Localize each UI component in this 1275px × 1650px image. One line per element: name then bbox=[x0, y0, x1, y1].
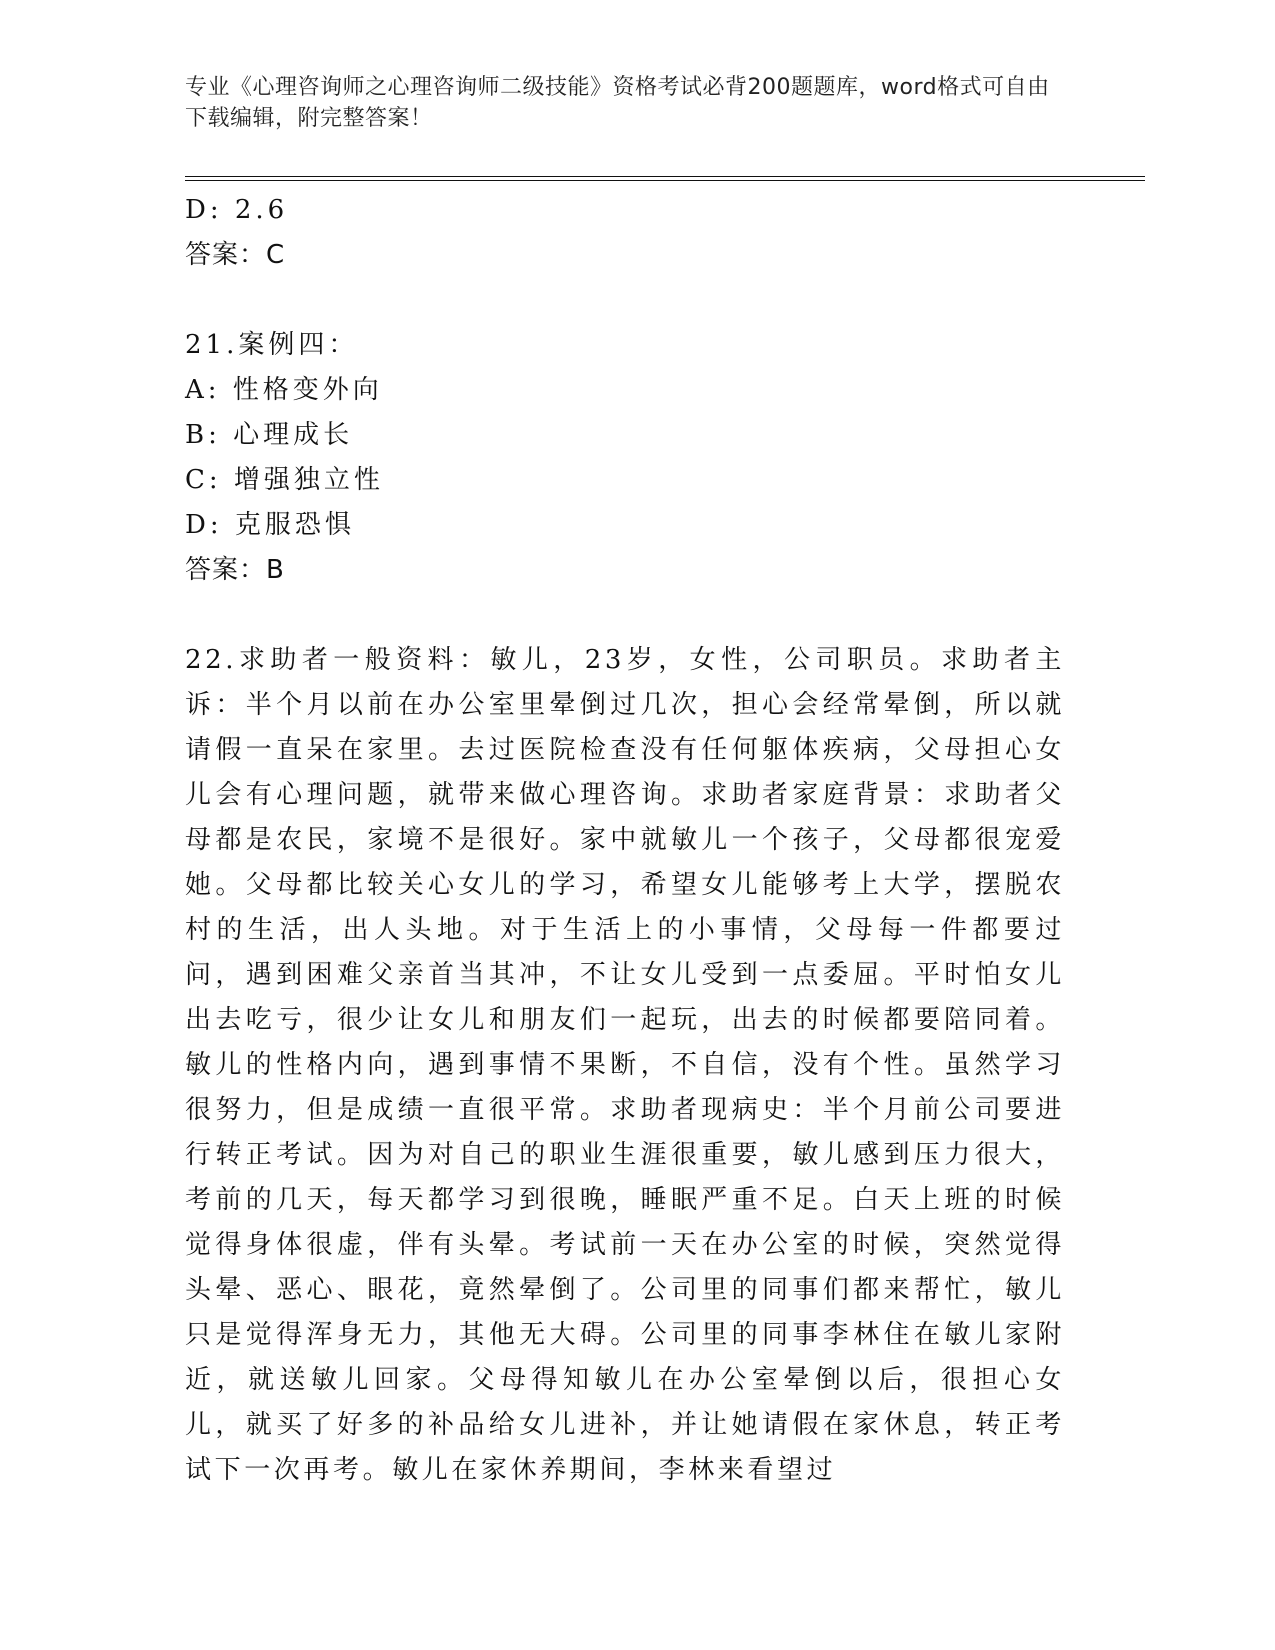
q21-option-a: A: 性格变外向 bbox=[185, 375, 383, 405]
q21-option-c: C: 增强独立性 bbox=[185, 465, 384, 495]
q22-paragraph: 22.求助者一般资料：敏儿，23岁，女性，公司职员。求助者主诉：半个月以前在办公室里晕倒过几次，担心会经常晕倒，所以就请假一直呆在家里。去过医院检查没有任何躯体疾病，父母担心女儿会有心理问题，就带来做心理咨询。求助者家庭背景：求助者父母都是农民，家境不是很好。家中就敏儿一个孩子，父母都很宠爱她。父母都比较关心女儿的学习，希望女儿能够考上大学，摆脱农村的生活，出人头地。对于生活上的小事情，父母每一件都要过问，遇到困难父亲首当其冲，不让女儿受到一点委屈。平时怕女儿出去吃亏，很少让女儿和朋友们一起玩，出去的时候都要陪同着。敏儿的性格内向，遇到事情不果断，不自信，没有个性。虽然学习很努力，但是成绩一直很平常。求助者现病史：半个月前公司要进行转正考试。因为对自己的职业生涯很重要，敏儿感到压力很大，考前的几天，每天都学习到很晚，睡眠严重不足。白天上班的时候觉得身体很虚，伴有头晕。考试前一天在办公室的时候，突然觉得头晕、恶心、眼花，竟然晕倒了。公司里的同事们都来帮忙，敏儿只是觉得浑身无力，其他无大碍。公司里的同事李林住在敏儿家附近，就送敏儿回家。父母得知敏儿在办公室晕倒以后，很担心女儿，就买了好多的补品给女儿进补，并让她请假在家休息，转正考试下一次再考。敏儿在家休养期间，李林来看望过 bbox=[185, 645, 1065, 1485]
q21-option-b: B: 心理成长 bbox=[185, 420, 354, 450]
prev-answer: 答案：C bbox=[185, 240, 286, 270]
q21-option-d: D: 克服恐惧 bbox=[185, 510, 355, 540]
spacer bbox=[185, 278, 1085, 323]
prev-option-d: D: 2.6 bbox=[185, 195, 289, 225]
q21-question: 21.案例四： bbox=[185, 330, 359, 360]
q21-answer: 答案：B bbox=[185, 555, 285, 585]
header-divider-bottom bbox=[185, 180, 1145, 181]
document-header: 专业《心理咨询师之心理咨询师二级技能》资格考试必背200题题库，word格式可自由下载编辑，附完整答案！ bbox=[185, 75, 1050, 131]
spacer bbox=[185, 593, 1085, 638]
document-body bbox=[185, 188, 1085, 1493]
header-divider-top bbox=[185, 176, 1145, 177]
